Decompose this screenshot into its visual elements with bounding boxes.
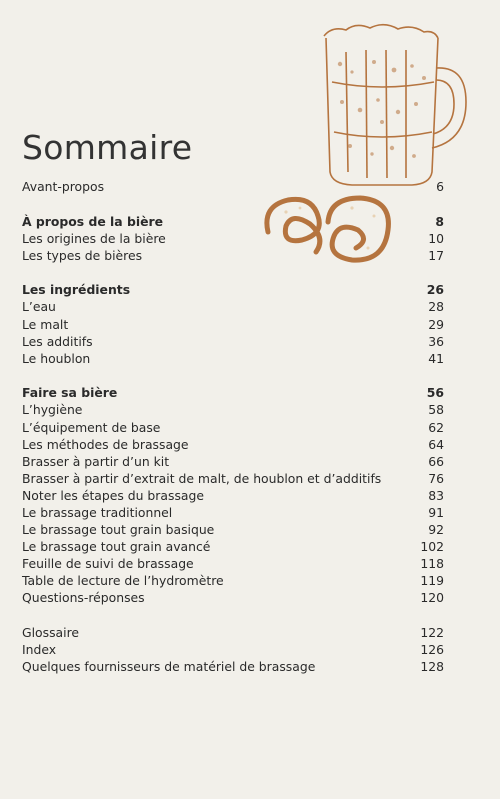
section-gap [22,367,444,385]
toc-entry [22,401,444,418]
toc-entry [22,624,444,641]
toc-entry-label: Brasser à partir d’extrait de malt, de houblon et d’additifs [22,470,382,486]
toc-page-number: 118 [420,556,444,572]
toc-entry [22,350,444,367]
toc-page-number: 10 [428,230,444,246]
toc-page-number: 64 [428,436,444,452]
toc-page-number: 36 [428,333,444,349]
toc-entry-label: Glossaire [22,625,80,641]
toc-entry [22,572,444,589]
toc-entry-label: Table de lecture de l’hydromètre [22,573,224,589]
toc-page-number: 83 [428,487,444,503]
toc-entry [22,641,444,658]
toc-entry-label: Les ingrédients [22,282,131,298]
toc-page-number: 91 [428,505,444,520]
beer-mug-icon [312,22,470,190]
toc-entry-label: Les types de bières [22,247,143,263]
toc-entry [22,470,444,487]
toc-entry-label: Noter les étapes du brassage [22,487,204,503]
toc-entry [22,521,444,538]
toc-entry-label: Faire sa bière [22,385,118,401]
toc-entry [22,538,444,555]
toc-page-number: 122 [420,625,444,641]
toc-entry-label: Avant-propos [22,179,105,194]
toc-entry-label: Le malt [22,316,69,332]
toc-entry [22,178,444,195]
toc-page-number: 6 [436,179,444,194]
toc-page-number: 29 [428,316,444,332]
toc-page-number: 66 [428,453,444,469]
toc-entry [22,555,444,572]
toc-page-number: 26 [426,282,444,298]
toc-entry-label: Questions-réponses [22,590,145,606]
toc-page-number: 58 [428,402,444,418]
toc-entry [22,504,444,521]
toc-entry-label: Le brassage tout grain basique [22,522,215,538]
toc-entry [22,298,444,315]
toc-section-heading [22,281,444,298]
section-gap [22,607,444,625]
toc-entry-label: Les additifs [22,333,93,349]
toc-page-number: 8 [435,213,444,229]
toc-entry-label: Les méthodes de brassage [22,436,189,452]
page-title: Sommaire [22,128,193,168]
toc-page-number: 102 [420,539,444,555]
section-gap [22,195,444,213]
toc-entry-label: Index [22,642,57,658]
toc-entry [22,333,444,350]
toc-entry-label: À propos de la bière [22,213,164,229]
toc-page-number: 28 [428,299,444,315]
toc-entry [22,436,444,453]
toc-entry-label: L’eau [22,299,56,315]
toc-page-number: 126 [420,642,444,658]
toc-entry [22,247,444,264]
toc-entry [22,589,444,606]
toc-section-heading [22,384,444,401]
toc-page-number: 62 [428,419,444,435]
toc-page-number: 119 [420,573,444,589]
toc-entry-label: Le houblon [22,350,91,366]
toc-entry-label: Le brassage tout grain avancé [22,539,211,555]
toc-page-number: 41 [428,350,444,366]
toc-page-number: 120 [420,590,444,606]
toc-entry [22,230,444,247]
toc-page-number: 76 [428,470,444,486]
toc-entry-label: Les origines de la bière [22,230,166,246]
toc-entry-label: L’équipement de base [22,419,161,435]
toc-entry-label: Brasser à partir d’un kit [22,453,170,469]
toc-page-number: 17 [428,247,444,263]
toc-entry-label: Quelques fournisseurs de matériel de brassage [22,659,316,675]
section-gap [22,264,444,282]
toc-entry [22,316,444,333]
toc-entry-label: Feuille de suivi de brassage [22,556,194,572]
toc-section-heading [22,213,444,230]
toc-page-number: 128 [420,659,444,675]
table-of-contents [22,178,444,675]
toc-entry [22,487,444,504]
toc-entry [22,453,444,470]
toc-entry [22,419,444,436]
toc-entry [22,658,444,675]
toc-entry-label: Le brassage traditionnel [22,505,173,520]
toc-page-number: 56 [426,385,444,401]
toc-page-number: 92 [428,522,444,538]
toc-entry-label: L’hygiène [22,402,83,418]
